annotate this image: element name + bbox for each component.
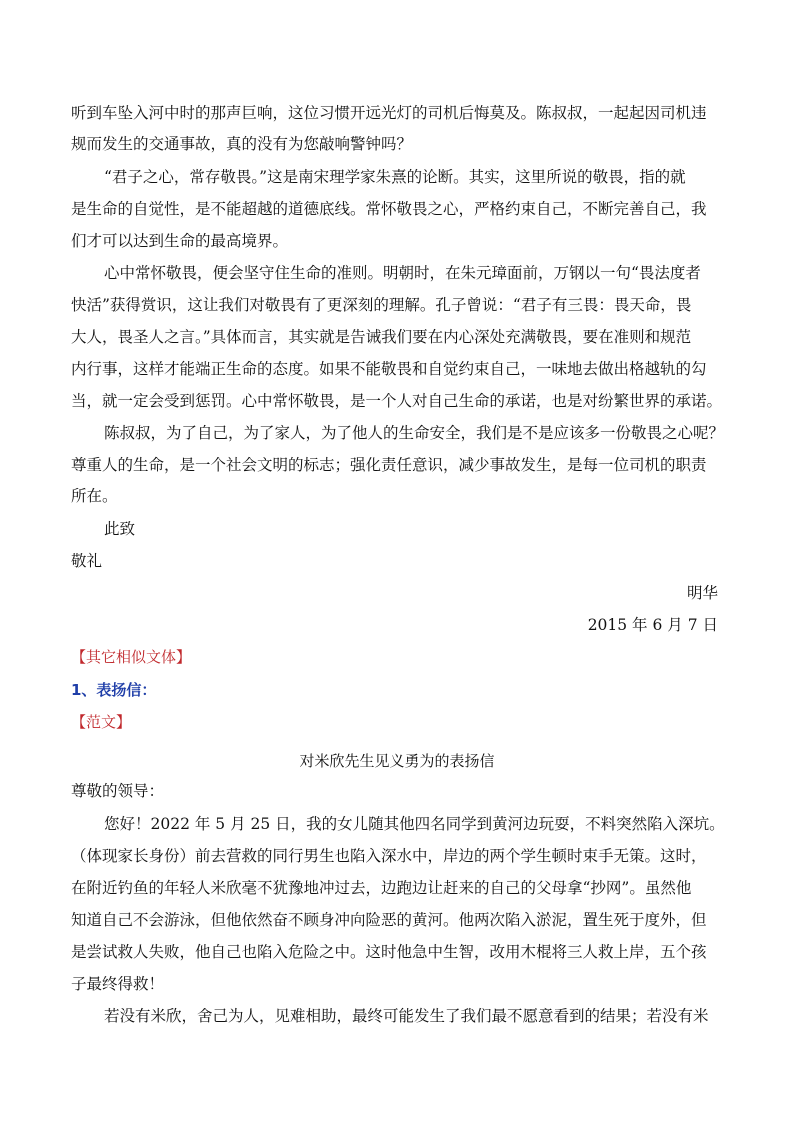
letter-line: 尊重人的生命，是一个社会文明的标志；强化责任意识，减少事故发生，是每一位司机的职责 xyxy=(71,456,707,474)
letter-line: 听到车坠入河中时的那声巨响，这位习惯开远光灯的司机后悔莫及。陈叔叔，一起起因司机违 xyxy=(71,104,707,122)
letter-line: “君子之心，常存敬畏。”这是南宋理学家朱熹的论断。其实，这里所说的敬畏，指的就 xyxy=(104,168,686,186)
sample-line: 子最终得救！ xyxy=(71,975,165,993)
letter-line: 内行事，这样才能端正生命的态度。如果不能敬畏和自觉约束自己，一味地去做出格越轨的勾 xyxy=(71,360,707,378)
subheading: 1、表扬信： xyxy=(71,681,157,699)
letter-signer: 明华 xyxy=(686,584,718,602)
sample-salutation: 尊敬的领导： xyxy=(71,782,165,800)
letter-line: 大人，畏圣人之言。”具体而言，其实就是告诫我们要在内心深处充满敬畏，要在准则和规范 xyxy=(71,328,692,346)
sample-line: 若没有米欣，舍己为人，见难相助，最终可能发生了我们最不愿意看到的结果；若没有米 xyxy=(104,1007,709,1025)
letter-line: 陈叔叔，为了自己，为了家人，为了他人的生命安全，我们是不是应该多一份敬畏之心呢？ xyxy=(104,424,725,442)
letter-date: 2015 年 6 月 7 日 xyxy=(587,616,718,634)
letter-line: 们才可以达到生命的最高境界。 xyxy=(71,232,289,250)
sample-line: 您好！2022 年 5 月 25 日，我的女儿随其他四名同学到黄河边玩耍，不料突然陷入深坑。 xyxy=(104,815,725,833)
letter-line: 快活”获得赏识，这让我们对敬畏有了更深刻的理解。孔子曾说：“君子有三畏：畏天命，畏 xyxy=(71,296,692,314)
letter-closing-salute: 敬礼 xyxy=(71,552,103,570)
sample-label: 【范文】 xyxy=(71,713,132,731)
letter-closing: 此致 xyxy=(104,520,136,538)
letter-line: 是生命的自觉性，是不能超越的道德底线。常怀敬畏之心，严格约束自己，不断完善自己，我 xyxy=(71,200,707,218)
sample-title: 对米欣先生见义勇为的表扬信 xyxy=(299,752,495,770)
sample-line: 知道自己不会游泳，但他依然奋不顾身冲向险恶的黄河。他两次陷入淤泥，置生死于度外，但 xyxy=(71,911,707,929)
letter-line: 当，就一定会受到惩罚。心中常怀敬畏，是一个人对自己生命的承诺，也是对纷繁世界的承诺。 xyxy=(71,392,723,410)
section-heading: 【其它相似文体】 xyxy=(71,648,192,666)
letter-line: 规而发生的交通事故，真的没有为您敲响警钟吗？ xyxy=(71,135,413,153)
sample-line: 在附近钓鱼的年轻人米欣毫不犹豫地冲过去，边跑边让赶来的自己的父母拿“抄网”。虽然他 xyxy=(71,879,692,897)
letter-line: 所在。 xyxy=(71,487,118,505)
sample-line: （体现家长身份）前去营救的同行男生也陷入深水中，岸边的两个学生顿时束手无策。这时， xyxy=(71,847,707,865)
sample-line: 是尝试救人失败，他自己也陷入危险之中。这时他急中生智，改用木棍将三人救上岸，五个孩 xyxy=(71,943,707,961)
letter-line: 心中常怀敬畏，便会坚守住生命的准则。明朝时，在朱元璋面前，万钢以一句“畏法度者 xyxy=(104,264,701,282)
